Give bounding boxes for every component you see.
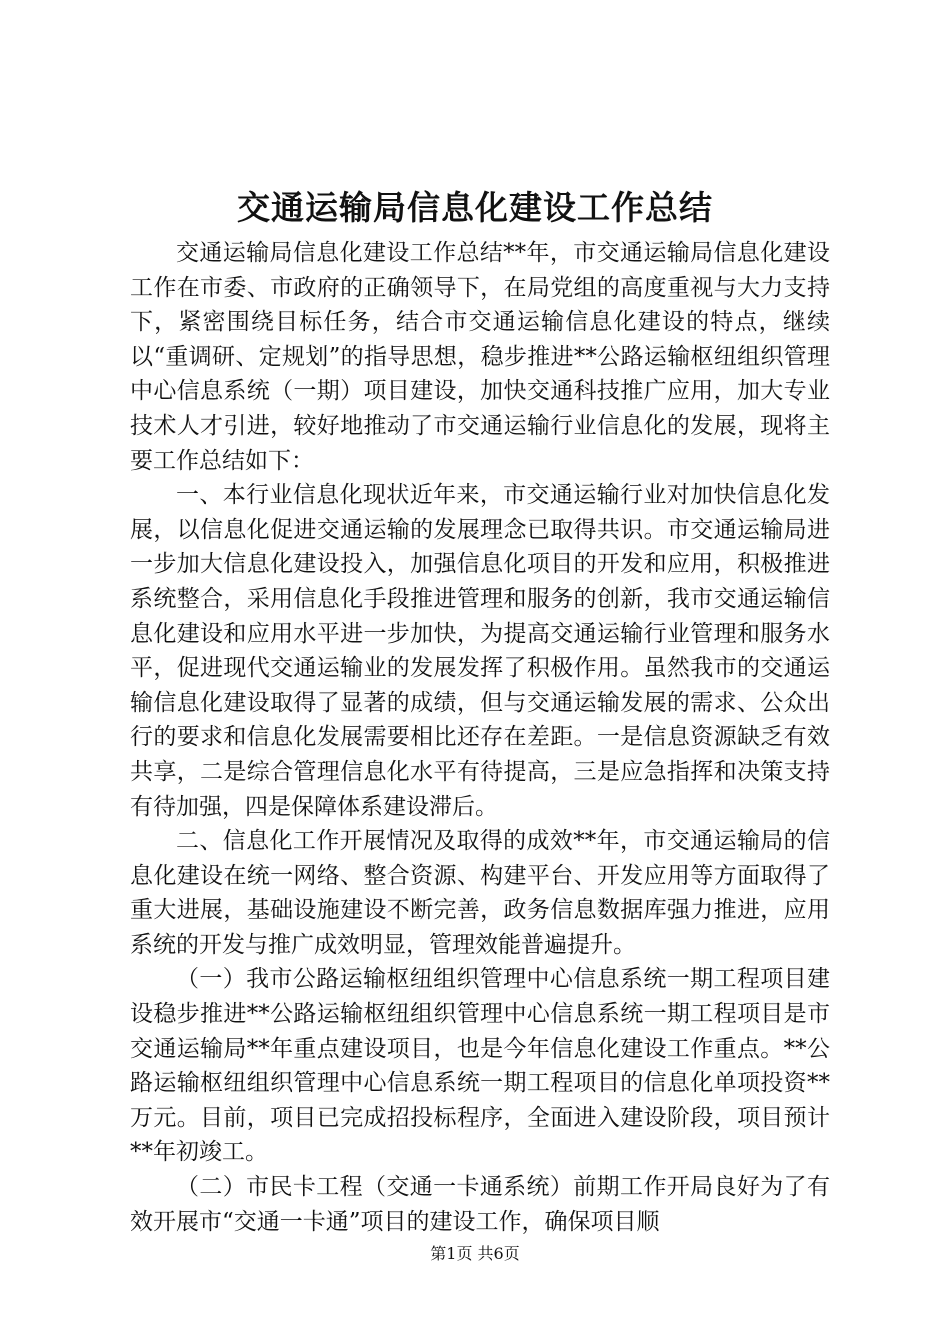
page-footer: 第1页 共6页 [430,1244,520,1263]
paragraph-subsection-2: （二）市民卡工程（交通一卡通系统）前期工作开局良好为了有效开展市“交通一卡通”项目的建设工作，确保项目顺 [130,1174,830,1235]
document-body [130,236,830,1239]
paragraph-intro: 交通运输局信息化建设工作总结**年，市交通运输局信息化建设工作在市委、市政府的正确领导下，在局党组的高度重视与大力支持下，紧密围绕目标任务，结合市交通运输信息化建设的特点，继续以“重调研、定规划”的指导思想，稳步推进**公路运输枢纽组织管理中心信息系统（一期）项目建设，加快交通科技推广应用，加大专业技术人才引进，较好地推动了市交通运输行业信息化的发展，现将主要工作总结如下： [130,240,830,474]
paragraph-section-1: 一、本行业信息化现状近年来，市交通运输行业对加快信息化发展，以信息化促进交通运输的发展理念已取得共识。市交通运输局进一步加大信息化建设投入，加强信息化项目的开发和应用，积极推进系统整合，采用信息化手段推进管理和服务的创新，我市交通运输信息化建设和应用水平进一步加快，为提高交通运输行业管理和服务水平，促进现代交通运输业的发展发挥了积极作用。虽然我市的交通运输信息化建设取得了显著的成绩，但与交通运输发展的需求、公众出行的要求和信息化发展需要相比还存在差距。一是信息资源缺乏有效共享，二是综合管理信息化水平有待提高，三是应急指挥和决策支持有待加强，四是保障体系建设滞后。 [130,482,830,820]
paragraph-subsection-1: （一）我市公路运输枢纽组织管理中心信息系统一期工程项目建设稳步推进**公路运输枢纽组织管理中心信息系统一期工程项目是市交通运输局**年重点建设项目，也是今年信息化建设工作重点。**公路运输枢纽组织管理中心信息系统一期工程项目的信息化单项投资**万元。目前，项目已完成招投标程序，全面进入建设阶段，项目预计**年初竣工。 [130,966,830,1166]
document-title: 交通运输局信息化建设工作总结 [237,188,713,227]
paragraph-section-2: 二、信息化工作开展情况及取得的成效**年，市交通运输局的信息化建设在统一网络、整合资源、构建平台、开发应用等方面取得了重大进展，基础设施建设不断完善，政务信息数据库强力推进，应用系统的开发与推广成效明显，管理效能普遍提升。 [130,828,830,958]
